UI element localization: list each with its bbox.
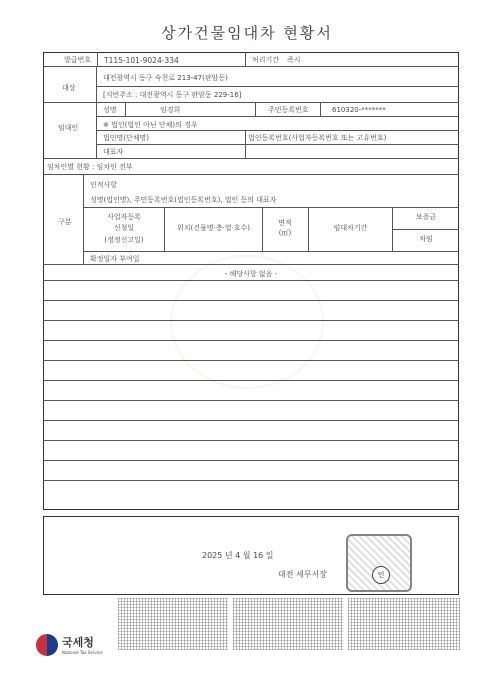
divider xyxy=(83,251,459,252)
divider xyxy=(43,174,459,175)
doc-no-value: T115-101-9024-334 xyxy=(104,56,179,65)
security-pattern xyxy=(348,598,460,650)
property-address: 대전광역시 동구 숙천로 213-47(판암동) xyxy=(103,74,228,82)
section-label: 구분 xyxy=(58,218,72,226)
table-row xyxy=(43,380,459,381)
tenant-info-desc: 성명(법인명), 주민등록번호(법인등록번호), 법인 등의 대표자 xyxy=(90,196,277,204)
business-reg-line1: 사업자등록 xyxy=(107,213,141,221)
divider xyxy=(320,102,321,116)
rep-label: 대표자 xyxy=(103,148,124,156)
divider xyxy=(43,264,459,265)
lessor-label: 임대인 xyxy=(58,124,79,132)
divider xyxy=(392,229,459,230)
corp-note: ※ 법인(법인 아닌 단체)의 경우 xyxy=(103,121,198,129)
table-row xyxy=(43,480,459,481)
document-title: 상가건물임대차 현황서 xyxy=(161,24,333,42)
table-row xyxy=(43,460,459,461)
divider xyxy=(255,102,256,116)
corp-reg-label: 법인등록번호(사업자등록번호 또는 고유번호) xyxy=(248,134,387,142)
divider xyxy=(96,86,459,87)
divider xyxy=(96,144,459,145)
corp-name-label: 법인명(단체명) xyxy=(103,134,150,142)
business-reg-line3: (정정신고일) xyxy=(104,236,144,244)
area-line1: 면적 xyxy=(278,219,292,227)
table-row xyxy=(43,440,459,441)
doc-no-label: 발급번호 xyxy=(64,56,92,64)
divider xyxy=(43,158,459,159)
seal-mark: 인 xyxy=(372,566,390,584)
table-row xyxy=(43,340,459,341)
divider xyxy=(245,52,246,66)
lessor-id-value: 610320-******* xyxy=(332,106,386,114)
area-line2: (㎡) xyxy=(278,229,292,237)
nts-logo-icon xyxy=(36,634,58,656)
lease-period-label: 임대차기간 xyxy=(333,224,368,232)
divider xyxy=(83,207,459,208)
divider xyxy=(43,102,459,103)
lessor-id-label: 주민등록번호 xyxy=(268,106,309,114)
none-notice: - 해당사항 없음 - xyxy=(224,270,278,278)
divider xyxy=(97,52,98,66)
table-row xyxy=(43,320,459,321)
property-road-address: [지번주소 : 대전광역시 동구 판암동 229-16] xyxy=(103,91,242,99)
divider xyxy=(96,130,459,131)
divider xyxy=(43,66,459,67)
lessor-name: 임경희 xyxy=(160,106,181,114)
business-reg-line2: 신청일 xyxy=(113,224,135,232)
table-row xyxy=(43,280,459,281)
issuer-name: 대전 세무서장 xyxy=(278,570,327,579)
divider xyxy=(96,116,459,117)
property-label: 대상 xyxy=(62,84,76,92)
divider xyxy=(96,66,97,102)
agency-label: 처리기간 xyxy=(252,56,280,64)
org-name: 국세청 xyxy=(62,636,94,649)
lessor-name-label: 성명 xyxy=(103,106,117,114)
table-row xyxy=(43,360,459,361)
divider xyxy=(125,102,126,116)
table-row xyxy=(43,400,459,401)
confirm-date-label: 확정일자 부여일 xyxy=(90,255,140,263)
tenant-status-label: 임차인별 현황 : 임차인 전부 xyxy=(47,163,133,171)
deposit-label: 보증금 xyxy=(415,213,437,221)
tenant-info-label: 인적사항 xyxy=(90,181,118,189)
security-pattern xyxy=(233,598,343,650)
issue-date: 2025 년 4 월 16 일 xyxy=(202,551,274,560)
location-label: 위치(건물명·층·열·호수) xyxy=(177,224,250,232)
table-row xyxy=(43,420,459,421)
rent-label: 차임 xyxy=(419,235,433,243)
agency-value: 즉시 xyxy=(287,56,301,64)
org-sub: National Tax Service xyxy=(62,650,103,655)
table-row xyxy=(43,300,459,301)
security-pattern xyxy=(118,598,228,650)
